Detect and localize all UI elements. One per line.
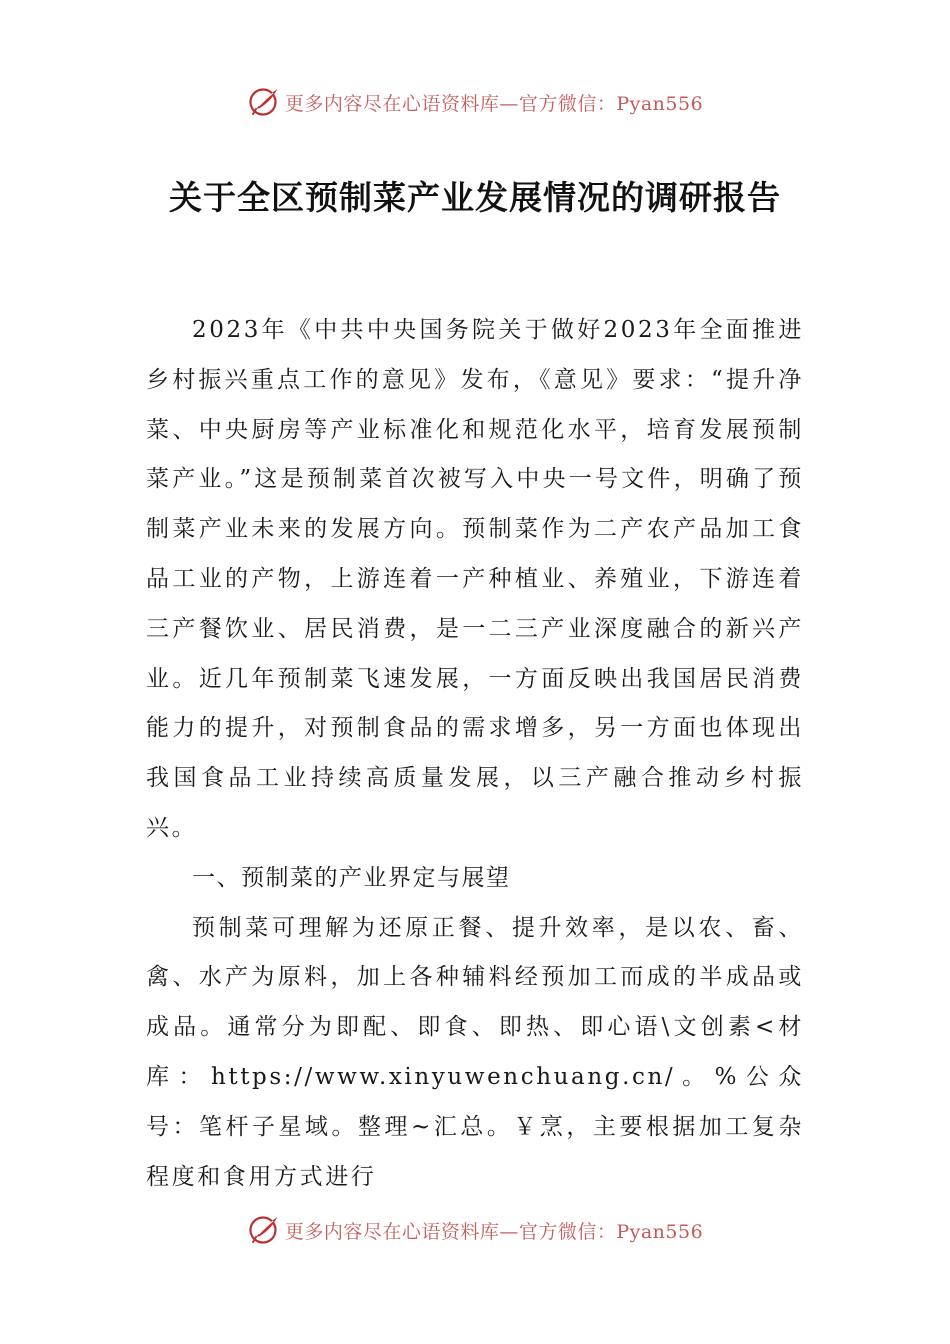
document-body [146, 306, 804, 1202]
quill-pen-circle-icon [247, 1213, 281, 1247]
document-title: 关于全区预制菜产业发展情况的调研报告 [169, 178, 781, 217]
intro-paragraph: 2023年《中共中央国务院关于做好2023年全面推进乡村振兴重点工作的意见》发布，《意见》要求：“提升净菜、中央厨房等产业标准化和规范化水平，培育发展预制菜产业。”这是预制菜首次被写入中央一号文件，明确了预制菜产业未来的发展方向。预制菜作为二产农产品加工食品工业的产物，上游连着一产种植业、养殖业，下游连着三产餐饮业、居民消费，是一二三产业深度融合的新兴产业。近几年预制菜飞速发展，一方面反映出我国居民消费能力的提升，对预制食品的需求增多，另一方面也体现出我国食品工业持续高质量发展，以三产融合推动乡村振兴。 [146, 317, 804, 841]
section-heading: 一、预制菜的产业界定与展望 [192, 864, 511, 891]
footer-banner-text: 更多内容尽在心语资料库—官方微信：Pyan556 [284, 1220, 704, 1243]
header-banner-text: 更多内容尽在心语资料库—官方微信：Pyan556 [284, 92, 704, 115]
quill-pen-circle-icon [247, 85, 281, 119]
body-paragraph: 预制菜可理解为还原正餐、提升效率，是以农、畜、禽、水产为原料，加上各种辅料经预加工而成的半成品或成品。通常分为即配、即食、即热、即心语\文创素<材库：https://www.xinyuwenchuang.cn/。%公众号：笔杆子星域。整理~汇总。￥烹，主要根据加工复杂程度和食用方式进行 [146, 914, 804, 1190]
footer-watermark-banner [0, 1210, 950, 1250]
header-watermark-banner [0, 82, 950, 122]
